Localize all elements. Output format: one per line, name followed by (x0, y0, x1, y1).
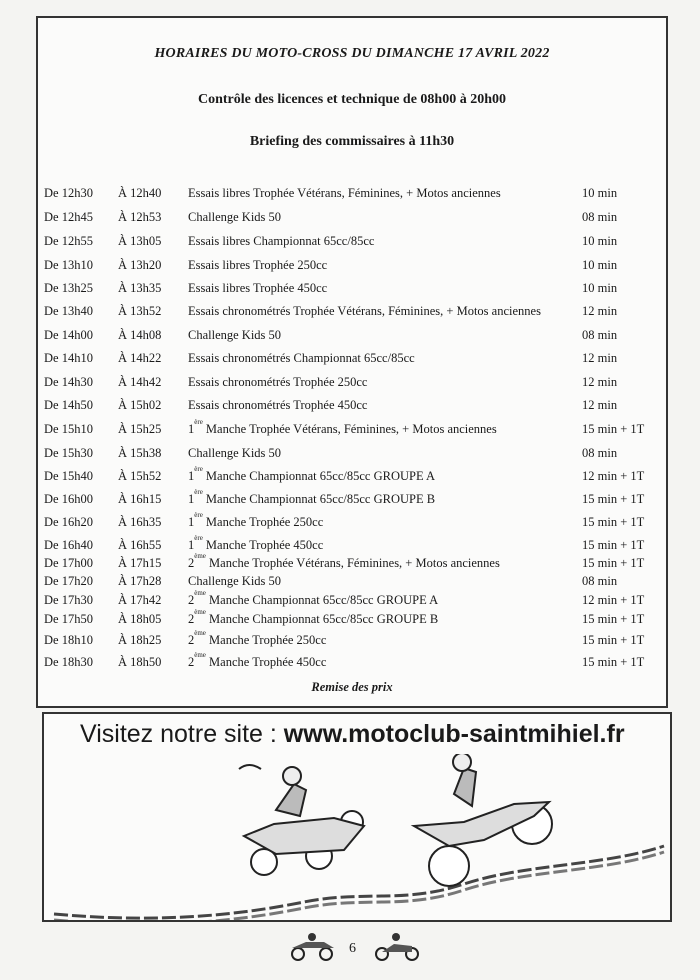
round-ordinal: ère (194, 418, 203, 426)
end-time: À 12h40 (118, 186, 162, 200)
page-footer (0, 930, 700, 970)
round-number: 1 (188, 515, 195, 530)
session-duration: 15 min + 1T (582, 422, 645, 436)
schedule-row (38, 574, 666, 592)
schedule-row (38, 552, 666, 574)
session-label: Challenge Kids 50 (188, 328, 282, 342)
end-time: À 16h15 (118, 492, 162, 506)
session-label (188, 534, 324, 553)
schedule-row (38, 589, 666, 611)
start-time: De 17h30 (44, 593, 93, 607)
schedule-row (38, 534, 666, 556)
session-duration: 12 min + 1T (582, 593, 645, 607)
schedule-row (38, 465, 666, 487)
round-ordinal: ème (194, 629, 206, 637)
end-time: À 18h25 (118, 633, 162, 647)
quad-icon (284, 932, 340, 962)
round-ordinal: ème (194, 608, 206, 616)
session-duration: 15 min + 1T (582, 655, 645, 669)
schedule-rows (38, 178, 666, 698)
round-number: 2 (188, 633, 195, 648)
schedule-row (38, 511, 666, 533)
schedule-row (38, 629, 666, 651)
schedule-row (38, 234, 666, 252)
session-label: Essais chronométrés Championnat 65cc/85cc (188, 351, 415, 365)
session-duration: 15 min + 1T (582, 556, 645, 570)
end-time: À 17h42 (118, 593, 162, 607)
session-label: Challenge Kids 50 (188, 446, 282, 460)
prize-giving: Remise des prix (311, 680, 393, 694)
session-duration: 10 min (582, 258, 618, 272)
session-duration: 15 min + 1T (582, 492, 645, 506)
start-time: De 12h30 (44, 186, 93, 200)
schedule-row (38, 304, 666, 322)
motocross-illustration (44, 754, 672, 922)
round-number: 1 (188, 492, 195, 507)
start-time: De 17h00 (44, 556, 93, 570)
end-time: À 17h15 (118, 556, 162, 570)
start-time: De 15h10 (44, 422, 93, 436)
end-time: À 13h20 (118, 258, 162, 272)
end-time: À 13h35 (118, 281, 162, 295)
end-time: À 13h52 (118, 304, 162, 318)
round-ordinal: ère (194, 465, 203, 473)
session-duration: 10 min (582, 281, 618, 295)
schedule-row (38, 375, 666, 393)
start-time: De 16h40 (44, 538, 93, 552)
session-duration: 12 min (582, 304, 618, 318)
session-label (188, 552, 500, 571)
start-time: De 17h20 (44, 574, 93, 588)
schedule-title: HORAIRES DU MOTO-CROSS DU DIMANCHE 17 AVRIL 2022 (154, 46, 550, 61)
schedule-row (38, 418, 666, 440)
round-number: 1 (188, 538, 195, 553)
chain-illustration (54, 846, 664, 922)
session-label (188, 418, 497, 437)
session-label: Essais libres Trophée 450cc (188, 281, 328, 295)
start-time: De 18h10 (44, 633, 93, 647)
schedule-row (38, 328, 666, 346)
session-label: Essais chronométrés Trophée 450cc (188, 398, 368, 412)
start-time: De 13h10 (44, 258, 93, 272)
round-number: 2 (188, 655, 195, 670)
session-label: Essais libres Trophée 250cc (188, 258, 328, 272)
session-label: Essais libres Trophée Vétérans, Féminines, + Motos anciennes (188, 186, 501, 200)
session-duration: 12 min + 1T (582, 469, 645, 483)
motocross-rider-illustration (414, 754, 552, 886)
schedule-row (38, 281, 666, 299)
start-time: De 18h30 (44, 655, 93, 669)
session-label (188, 589, 439, 608)
end-time: À 15h02 (118, 398, 162, 412)
schedule-row (38, 258, 666, 276)
start-time: De 14h30 (44, 375, 93, 389)
start-time: De 14h50 (44, 398, 93, 412)
session-label: Challenge Kids 50 (188, 210, 282, 224)
motorbike-icon (368, 932, 424, 962)
session-text: Manche Trophée Vétérans, Féminines, + Motos anciennes (202, 422, 497, 437)
session-label (188, 629, 327, 648)
start-time: De 12h45 (44, 210, 93, 224)
schedule-row (38, 210, 666, 228)
session-label (188, 608, 439, 627)
session-label (188, 465, 436, 484)
website-line (80, 720, 625, 749)
end-time: À 18h05 (118, 612, 162, 626)
end-time: À 15h52 (118, 469, 162, 483)
session-duration: 08 min (582, 210, 618, 224)
session-duration: 10 min (582, 186, 618, 200)
session-label (188, 511, 324, 530)
session-duration: 08 min (582, 574, 618, 588)
session-duration: 10 min (582, 234, 618, 248)
website-ad (42, 712, 672, 922)
session-duration: 15 min + 1T (582, 515, 645, 529)
schedule-row (38, 488, 666, 510)
schedule-row (38, 651, 666, 673)
session-label (188, 651, 327, 670)
session-label: Essais libres Championnat 65cc/85cc (188, 234, 375, 248)
start-time: De 14h00 (44, 328, 93, 342)
session-duration: 15 min + 1T (582, 633, 645, 647)
end-time: À 16h55 (118, 538, 162, 552)
round-ordinal: ème (194, 589, 206, 597)
round-ordinal: ère (194, 488, 203, 496)
round-number: 2 (188, 593, 195, 608)
schedule-row (38, 608, 666, 630)
session-duration: 08 min (582, 328, 618, 342)
end-time: À 17h28 (118, 574, 162, 588)
round-number: 2 (188, 556, 195, 571)
start-time: De 13h40 (44, 304, 93, 318)
start-time: De 16h00 (44, 492, 93, 506)
start-time: De 14h10 (44, 351, 93, 365)
session-duration: 08 min (582, 446, 618, 460)
license-check-line: Contrôle des licences et technique de 08h00 à 20h00 (198, 92, 506, 107)
page-number: 6 (349, 941, 356, 956)
end-time: À 13h05 (118, 234, 162, 248)
schedule-row (38, 446, 666, 464)
session-text: Manche Trophée 450cc (202, 538, 324, 553)
session-text: Manche Trophée 450cc (205, 655, 327, 670)
session-text: Manche Trophée 250cc (202, 515, 324, 530)
session-duration: 12 min (582, 375, 618, 389)
session-text: Manche Trophée 250cc (205, 633, 327, 648)
schedule-row (38, 398, 666, 416)
session-text: Manche Championnat 65cc/85cc GROUPE B (202, 492, 436, 507)
start-time: De 17h50 (44, 612, 93, 626)
round-number: 1 (188, 469, 195, 484)
session-label: Essais chronométrés Trophée Vétérans, Féminines, + Motos anciennes (188, 304, 541, 318)
start-time: De 15h30 (44, 446, 93, 460)
end-time: À 16h35 (118, 515, 162, 529)
session-text: Manche Championnat 65cc/85cc GROUPE A (205, 593, 439, 608)
session-text: Manche Championnat 65cc/85cc GROUPE A (202, 469, 436, 484)
start-time: De 12h55 (44, 234, 93, 248)
round-number: 1 (188, 422, 195, 437)
website-prefix: Visitez notre site : (80, 720, 284, 748)
end-time: À 12h53 (118, 210, 162, 224)
round-ordinal: ème (194, 651, 206, 659)
start-time: De 16h20 (44, 515, 93, 529)
end-time: À 14h08 (118, 328, 162, 342)
start-time: De 15h40 (44, 469, 93, 483)
quad-rider-illustration (239, 765, 364, 875)
round-number: 2 (188, 612, 195, 627)
schedule-row (38, 351, 666, 369)
start-time: De 13h25 (44, 281, 93, 295)
session-duration: 15 min + 1T (582, 538, 645, 552)
session-duration: 12 min (582, 398, 618, 412)
session-text: Manche Championnat 65cc/85cc GROUPE B (205, 612, 439, 627)
end-time: À 15h25 (118, 422, 162, 436)
end-time: À 14h42 (118, 375, 162, 389)
session-label: Essais chronométrés Trophée 250cc (188, 375, 368, 389)
end-time: À 14h22 (118, 351, 162, 365)
round-ordinal: ère (194, 534, 203, 542)
schedule-row (38, 186, 666, 204)
round-ordinal: ème (194, 552, 206, 560)
session-duration: 15 min + 1T (582, 612, 645, 626)
website-url[interactable]: www.motoclub-saintmihiel.fr (283, 720, 625, 748)
round-ordinal: ère (194, 511, 203, 519)
session-duration: 12 min (582, 351, 618, 365)
session-label (188, 488, 436, 507)
end-time: À 18h50 (118, 655, 162, 669)
end-time: À 15h38 (118, 446, 162, 460)
session-text: Manche Trophée Vétérans, Féminines, + Motos anciennes (205, 556, 500, 571)
schedule-box (36, 16, 668, 708)
briefing-line: Briefing des commissaires à 11h30 (249, 134, 455, 149)
session-label: Challenge Kids 50 (188, 574, 282, 588)
